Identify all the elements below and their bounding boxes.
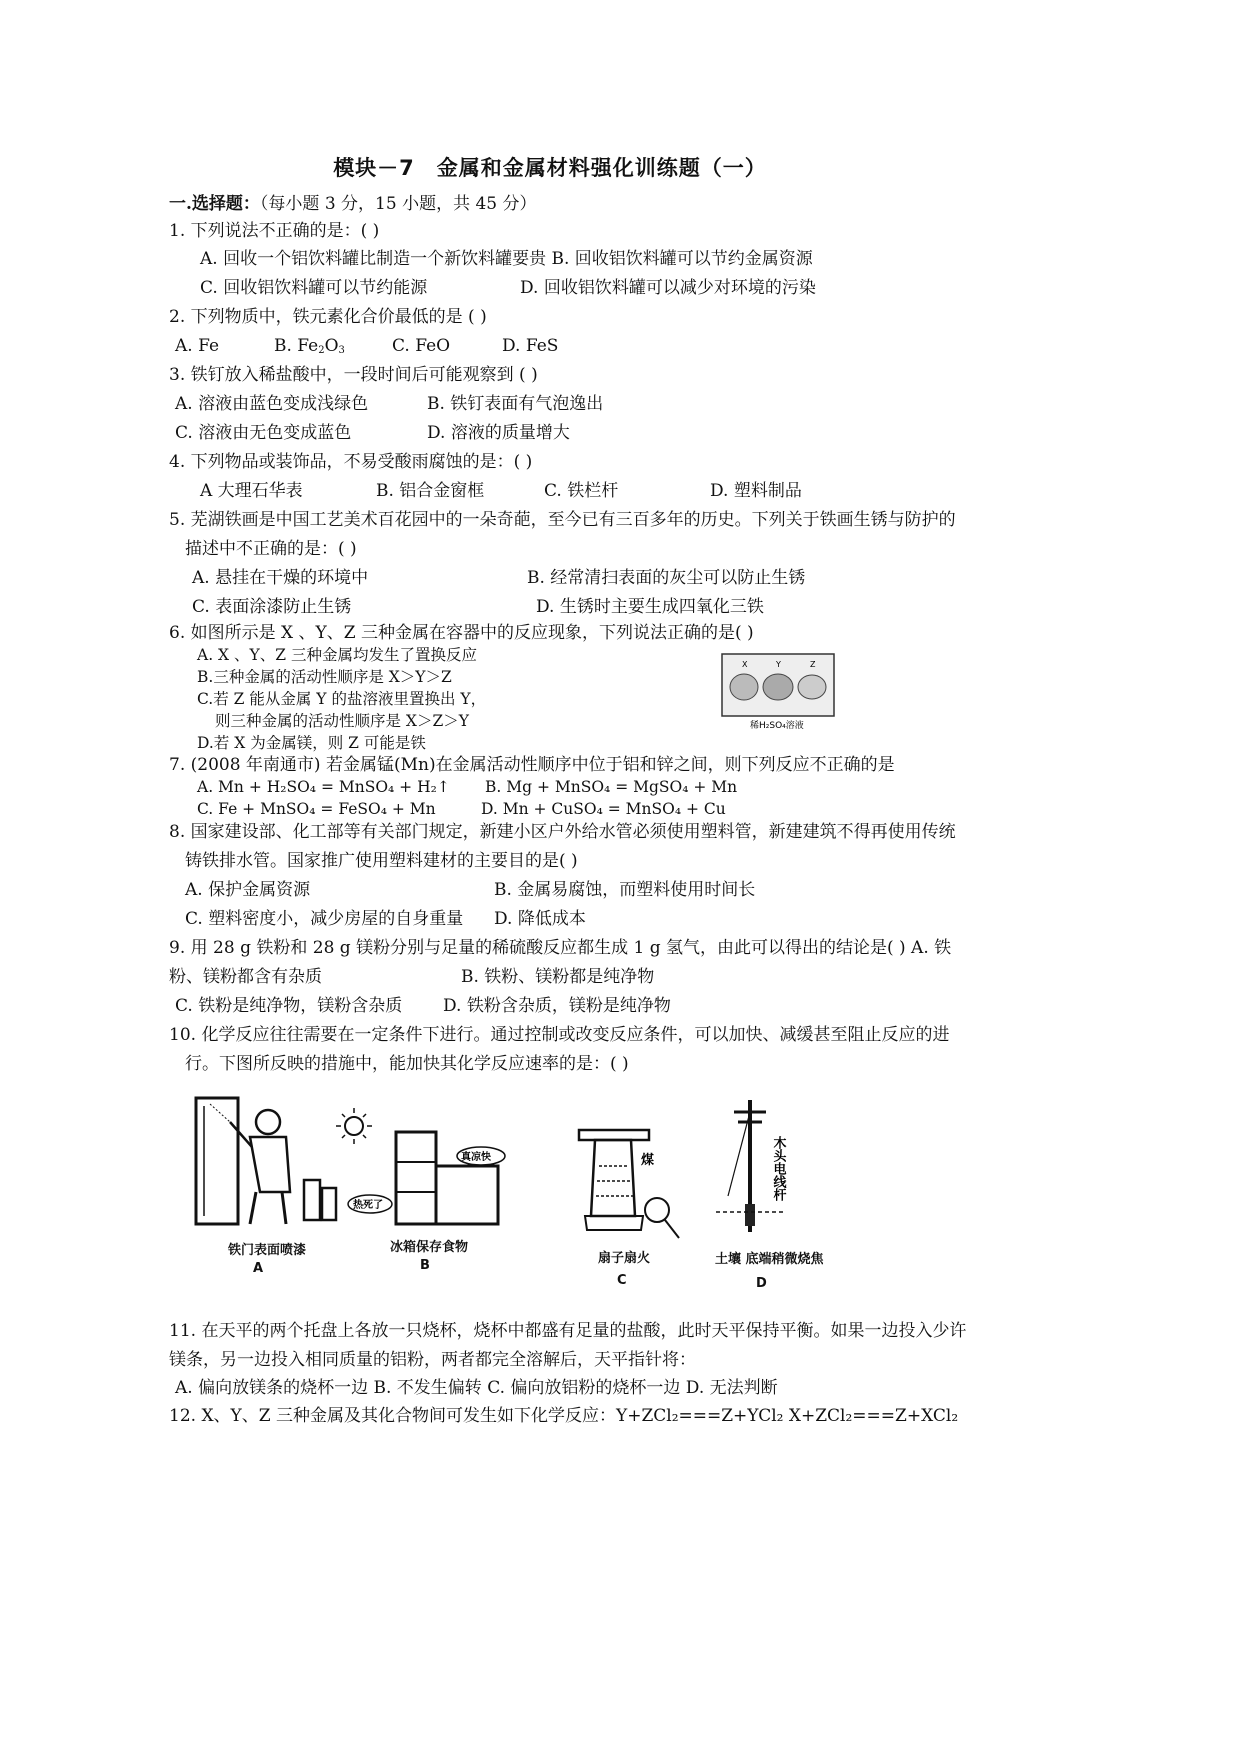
section-heading (169, 193, 537, 215)
metal-z-icon (798, 675, 826, 699)
q1-option-ab: A. 回收一个铝饮料罐比制造一个新饮料罐要贵 B. 回收铝饮料罐可以节约金属资源 (200, 249, 813, 269)
q4-option-c: C. 铁栏杆 (544, 481, 619, 501)
q12-stem: 12. X、Y、Z 三种金属及其化合物间可发生如下化学反应：Y+ZCl₂===Z+YCl₂ X+ZCl₂===Z+XCl₂ (169, 1406, 959, 1426)
q9-option-a-cont: 粉、镁粉都含有杂质 (169, 967, 322, 987)
hand-fan-icon (645, 1198, 669, 1222)
q10-stem-cont: 行。下图所反映的措施中，能加快其化学反应速率的是：( ) (185, 1054, 629, 1074)
painter-body-icon (250, 1137, 290, 1192)
iron-door-icon (196, 1098, 238, 1224)
q7-stem: 7. (2008 年南通市) 若金属锰(Mn)在金属活动性顺序中位于铝和锌之间，则下列反应不正确的是 (169, 755, 895, 775)
q6-option-a: A. X 、Y、Z 三种金属均发生了置换反应 (197, 646, 477, 664)
q5-option-d: D. 生锈时主要生成四氧化三铁 (536, 597, 764, 617)
spray-icon (210, 1104, 230, 1122)
q6-stem: 6. 如图所示是 X 、Y、Z 三种金属在容器中的反应现象，下列说法正确的是( ) (169, 623, 754, 643)
q6-caption: 稀H₂SO₄溶液 (750, 721, 804, 731)
q8-option-d: D. 降低成本 (494, 909, 586, 929)
q4-option-b: B. 铝合金窗框 (376, 481, 485, 501)
label-z: Z (810, 660, 816, 669)
q6-option-d: D.若 X 为金属镁，则 Z 可能是铁 (197, 734, 426, 752)
paint-can-icon (304, 1180, 320, 1220)
q5-stem-cont: 描述中不正确的是：( ) (185, 539, 357, 559)
paint-can-icon (322, 1188, 336, 1220)
q9-option-b: B. 铁粉、镁粉都是纯净物 (461, 967, 655, 987)
q8-stem: 8. 国家建设部、化工部等有关部门规定，新建小区户外给水管必须使用塑料管，新建建筑不得再使用传统 (169, 822, 956, 842)
q7-option-d: D. Mn + CuSO₄ = MnSO₄ + Cu (481, 800, 726, 818)
metal-y-icon (763, 674, 793, 700)
page-title: 模块－7 金属和金属材料强化训练题（一） (333, 156, 767, 180)
q4-option-d: D. 塑料制品 (710, 481, 802, 501)
q5-option-c: C. 表面涂漆防止生锈 (192, 597, 352, 617)
coal-label: 煤 (641, 1153, 655, 1168)
q10-c-letter: C (617, 1273, 627, 1288)
q5-stem: 5. 芜湖铁画是中国工艺美术百花园中的一朵奇葩，至今已有三百多年的历史。下列关于铁画生锈与防护的 (169, 510, 956, 530)
q3-option-a: A. 溶液由蓝色变成浅绿色 (175, 394, 369, 414)
q2b-sub2: 3 (338, 345, 345, 356)
q2b-sub1: 2 (318, 345, 325, 356)
q3-option-b: B. 铁钉表面有气泡逸出 (427, 394, 604, 414)
q8-option-b: B. 金属易腐蚀，而塑料使用时间长 (494, 880, 756, 900)
q5-option-a: A. 悬挂在干燥的环境中 (192, 568, 369, 588)
fridge-door-icon (436, 1166, 498, 1224)
stove-top-icon (579, 1130, 649, 1140)
q6-figure (720, 652, 836, 734)
pole-label: 木头电线杆 (770, 1136, 786, 1201)
q10-figure-a (190, 1092, 340, 1242)
q3-option-c: C. 溶液由无色变成蓝色 (175, 423, 352, 443)
q8-stem-cont: 铸铁排水管。国家推广使用塑料建材的主要目的是( ) (185, 851, 578, 871)
q10-stem: 10. 化学反应往往需要在一定条件下进行。通过控制或改变反应条件，可以加快、减缓甚至阻止反应的进 (169, 1025, 950, 1045)
q7-option-a: A. Mn + H₂SO₄ = MnSO₄ + H₂↑ (197, 778, 450, 796)
q11-options: A. 偏向放镁条的烧杯一边 B. 不发生偏转 C. 偏向放铝粉的烧杯一边 D. 无法判断 (175, 1378, 778, 1398)
q2b-o: O (324, 336, 339, 356)
q2-option-b (274, 335, 345, 362)
q10-b-caption: 冰箱保存食物 (390, 1240, 469, 1255)
section-note: （每小题 3 分，15 小题，共 45 分） (259, 194, 537, 214)
q2-option-d: D. FeS (502, 336, 559, 356)
q6-option-c: C.若 Z 能从金属 Y 的盐溶液里置换出 Y， (197, 690, 487, 708)
painter-head-icon (256, 1110, 280, 1134)
q10-a-letter: A (253, 1261, 264, 1276)
q3-stem: 3. 铁钉放入稀盐酸中，一段时间后可能观察到 ( ) (169, 365, 538, 385)
q3-option-d: D. 溶液的质量增大 (427, 423, 570, 443)
q4-option-a: A 大理石华表 (200, 481, 303, 501)
section-label: 一.选择题： (169, 194, 260, 214)
q1-option-c: C. 回收铝饮料罐可以节约能源 (200, 278, 428, 298)
q10-a-caption: 铁门表面喷漆 (228, 1243, 307, 1258)
bubble-cool-text: 真凉快 (461, 1152, 491, 1163)
q7-option-b: B. Mg + MnSO₄ = MgSO₄ + Mn (485, 778, 738, 796)
q11-stem: 11. 在天平的两个托盘上各放一只烧杯，烧杯中都盛有足量的盐酸，此时天平保持平衡。如果一边投入少许 (169, 1321, 967, 1341)
label-y: Y (776, 660, 781, 669)
q9-option-d: D. 铁粉含杂质，镁粉是纯净物 (443, 996, 671, 1016)
label-x: X (742, 660, 748, 669)
q10-c-caption: 扇子扇火 (598, 1251, 651, 1266)
refrigerator-icon (396, 1132, 436, 1224)
q10-figure-b (336, 1106, 522, 1236)
q10-d-letter: D (756, 1276, 767, 1291)
stove-icon (591, 1140, 635, 1216)
metal-x-icon (730, 674, 758, 700)
charred-base-icon (745, 1204, 755, 1226)
q5-option-b: B. 经常清扫表面的灰尘可以防止生锈 (527, 568, 806, 588)
coal-icon (596, 1166, 633, 1196)
q10-figure-c (575, 1126, 685, 1246)
q1-option-d: D. 回收铝饮料罐可以减少对环境的污染 (520, 278, 816, 298)
bubble-hot-text: 热死了 (353, 1200, 383, 1211)
q9-option-c: C. 铁粉是纯净物，镁粉含杂质 (175, 996, 403, 1016)
q6-option-c-cont: 则三种金属的活动性顺序是 X＞Z＞Y (215, 712, 469, 730)
q2-option-c: C. FeO (392, 336, 451, 356)
q8-option-a: A. 保护金属资源 (185, 880, 311, 900)
q1-stem: 1. 下列说法不正确的是：( ) (169, 221, 380, 241)
q10-figure-d (712, 1096, 822, 1246)
q2b-text: B. Fe (274, 336, 319, 356)
sun-icon (345, 1117, 363, 1135)
q9-stem: 9. 用 28 g 铁粉和 28 g 镁粉分别与足量的稀硫酸反应都生成 1 g 氢气，由此可以得出的结论是( ) A. 铁 (169, 938, 952, 958)
q6-option-b: B.三种金属的活动性顺序是 X＞Y＞Z (197, 668, 452, 686)
q4-stem: 4. 下列物品或装饰品，不易受酸雨腐蚀的是：( ) (169, 452, 533, 472)
q10-d-caption: 土壤 底端稍微烧焦 (715, 1252, 824, 1267)
q11-stem-cont: 镁条，另一边投入相同质量的铝粉，两者都完全溶解后，天平指针将： (169, 1350, 696, 1370)
q2-stem: 2. 下列物质中，铁元素化合价最低的是 ( ) (169, 307, 487, 327)
q10-b-letter: B (420, 1258, 430, 1273)
q2-option-a: A. Fe (175, 336, 220, 356)
q7-option-c: C. Fe + MnSO₄ = FeSO₄ + Mn (197, 800, 436, 818)
q8-option-c: C. 塑料密度小，减少房屋的自身重量 (185, 909, 464, 929)
